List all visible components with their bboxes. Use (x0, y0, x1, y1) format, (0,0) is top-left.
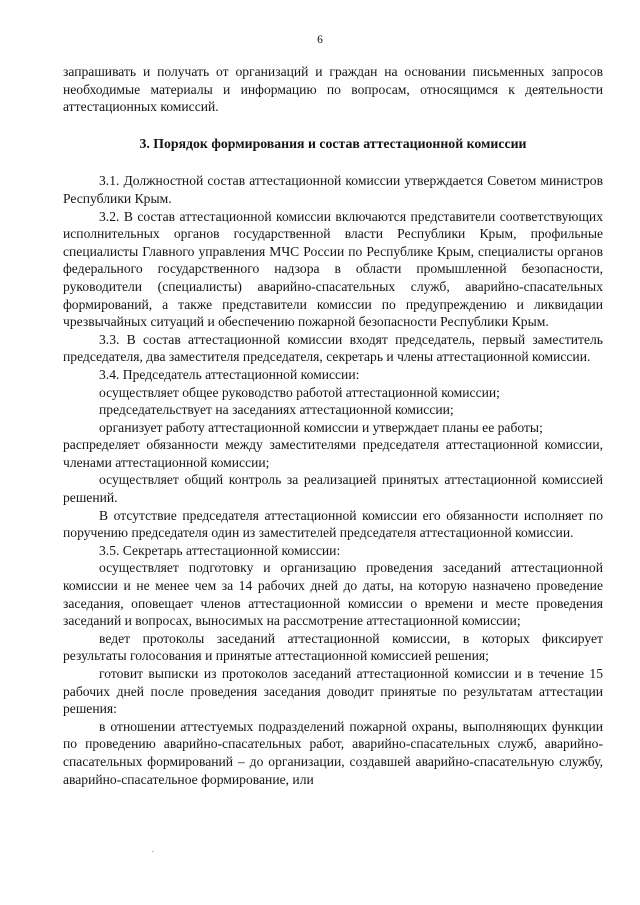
paragraph-3-2: 3.2. В состав аттестационной комиссии включаются представители соответствующих исполнительных органов государственной власти Республики Крым, профильные специалисты Главного управления МЧС России по Республике Крым, специалисты органов федерального государственного надзора в области промышленной безопасности, руководители (специалисты) аварийно-спасательных служб, аварийно-спасательных формирований, а также представители комиссии по предупреждению и ликвидации чрезвычайных ситуаций и обеспечению пожарной безопасности Республики Крым. (63, 208, 603, 330)
secretary-duty-units: в отношении аттестуемых подразделений пожарной охраны, выполняющих функции по проведению аварийно-спасательных работ, аварийно-спасательных служб, аварийно-спасательных формирований – до организации, создавшей аварийно-спасательную службу, аварийно-спасательное формирование, или (63, 718, 603, 787)
paragraph-3-3: 3.3. В состав аттестационной комиссии входят председатель, первый заместитель председателя, два заместителя председателя, секретарь и члены аттестационной комиссии. (63, 331, 603, 365)
chairman-duty-organize: организует работу аттестационной комиссии и утверждает планы ее работы; (99, 419, 543, 435)
document-body (63, 63, 603, 788)
chairman-duty-distribute: распределяет обязанности между заместителями председателя аттестационной комиссии, членами аттестационной комиссии; (63, 437, 603, 470)
chairman-duty-control: осуществляет общий контроль за реализацией принятых аттестационной комиссией решений. (63, 472, 603, 506)
chairman-absence-paragraph: В отсутствие председателя аттестационной комиссии его обязанности исполняет по поручению председателя один из заместителей председателя аттестационной комиссии. (63, 507, 603, 541)
paragraph-3-5: 3.5. Секретарь аттестационной комиссии: (99, 542, 341, 558)
secretary-duty-prepare: осуществляет подготовку и организацию проведения заседаний аттестационной комиссии и не менее чем за 14 рабочих дней до даты, на которую назначено проведение заседания, оповещает членов аттестационной комиссии о времени и месте проведения заседаний и вопросах, выносимых на рассмотрение аттестационной комиссии; (63, 560, 603, 629)
paragraph-3-1: 3.1. Должностной состав аттестационной комиссии утверждается Советом министров Республики Крым. (63, 173, 603, 206)
paragraph-3-4: 3.4. Председатель аттестационной комиссии: (99, 366, 360, 382)
chairman-duty-general-management: осуществляет общее руководство работой аттестационной комиссии; (99, 384, 500, 400)
secretary-duty-extracts: готовит выписки из протоколов заседаний аттестационной комиссии и в течение 15 рабочих дней после проведения заседания доводит принятые по результатам аттестации решения: (63, 666, 603, 717)
page-number: 6 (317, 34, 323, 46)
section-heading: 3. Порядок формирования и состав аттестационной комиссии (139, 135, 527, 151)
secretary-duty-protocols: ведет протоколы заседаний аттестационной комиссии, в которых фиксирует результаты голосования и принятые аттестационной комиссией решения; (63, 630, 603, 664)
intro-paragraph: запрашивать и получать от организаций и граждан на основании письменных запросов необходимые материалы и информацию по вопросам, относящимся к деятельности аттестационных комиссий. (63, 64, 603, 115)
chairman-duty-preside: председательствует на заседаниях аттестационной комиссии; (99, 402, 454, 418)
scan-mark (152, 851, 154, 852)
